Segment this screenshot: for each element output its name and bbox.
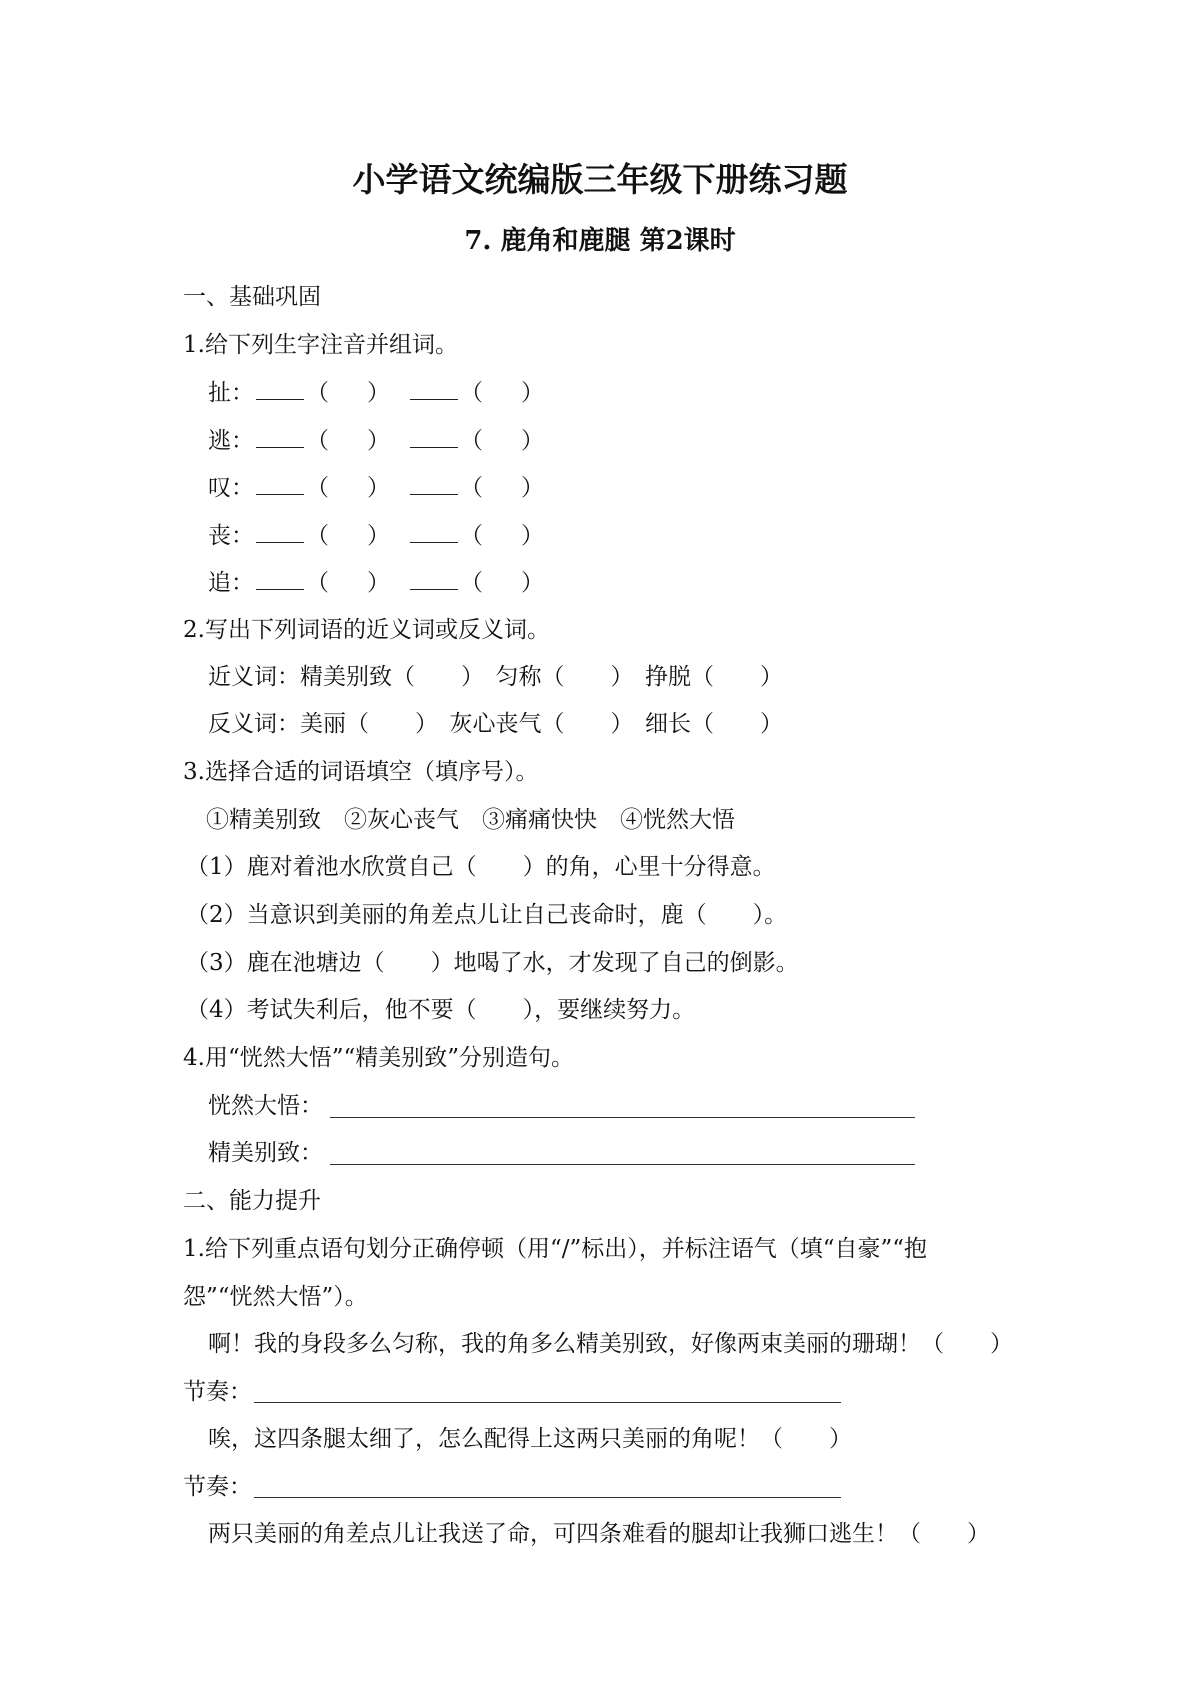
left-paren: （ bbox=[306, 427, 329, 454]
char-label: 丧 bbox=[208, 522, 231, 549]
char-row bbox=[208, 567, 544, 598]
right-paren: ） bbox=[367, 522, 390, 549]
right-paren: ） bbox=[367, 475, 390, 501]
char-colon: ： bbox=[231, 475, 254, 501]
right-paren: ） bbox=[367, 380, 390, 406]
char-colon: ： bbox=[231, 380, 254, 406]
page-title: 小学语文统编版三年级下册练习题 bbox=[352, 160, 848, 199]
left-paren: （ bbox=[460, 427, 483, 454]
answer-line bbox=[254, 1497, 841, 1498]
s2-q1-prompt-line2: 怨”“恍然大悟”）。 bbox=[183, 1284, 368, 1310]
right-paren: ） bbox=[521, 570, 544, 596]
left-paren: （ bbox=[460, 475, 483, 501]
char-row bbox=[208, 425, 544, 456]
pinyin-blank bbox=[410, 567, 458, 590]
q3-item: （4）考试失利后，他不要（ ），要继续努力。 bbox=[186, 997, 696, 1023]
char-label: 追 bbox=[208, 570, 231, 596]
s2-sentence-3: 两只美丽的角差点儿让我送了命，可四条难看的腿却让我狮口逃生！（ ） bbox=[208, 1521, 990, 1547]
char-label: 扯 bbox=[208, 380, 231, 406]
q2-antonym-line: 反义词：美丽（ ） 灰心丧气（ ） 细长（ ） bbox=[208, 711, 783, 737]
q3-options: ①精美别致 ②灰心丧气 ③痛痛快快 ④恍然大悟 bbox=[206, 807, 735, 833]
right-paren: ） bbox=[521, 380, 544, 406]
q3-item: （3）鹿在池塘边（ ）地喝了水，才发现了自己的倒影。 bbox=[186, 950, 799, 976]
rhythm-label: 节奏： bbox=[183, 1379, 252, 1405]
answer-line bbox=[330, 1164, 915, 1165]
q3-item: （2）当意识到美丽的角差点儿让自己丧命时，鹿（ ）。 bbox=[186, 902, 788, 928]
left-paren: （ bbox=[306, 570, 329, 596]
pinyin-blank bbox=[410, 472, 458, 495]
pinyin-blank bbox=[410, 377, 458, 400]
left-paren: （ bbox=[306, 522, 329, 549]
right-paren: ） bbox=[521, 427, 544, 454]
lesson-subtitle: 7. 鹿角和鹿腿 第2课时 bbox=[464, 226, 736, 256]
pinyin-blank bbox=[256, 425, 304, 448]
pinyin-blank bbox=[410, 425, 458, 448]
char-colon: ： bbox=[231, 522, 254, 549]
char-row bbox=[208, 520, 544, 551]
right-paren: ） bbox=[367, 427, 390, 454]
q2-prompt: 2.写出下列词语的近义词或反义词。 bbox=[183, 617, 550, 643]
right-paren: ） bbox=[521, 522, 544, 549]
q4-label-1: 恍然大悟： bbox=[208, 1093, 323, 1119]
char-row bbox=[208, 472, 544, 503]
section2-heading: 二、能力提升 bbox=[183, 1188, 321, 1214]
left-paren: （ bbox=[306, 475, 329, 501]
left-paren: （ bbox=[306, 380, 329, 406]
right-paren: ） bbox=[367, 570, 390, 596]
pinyin-blank bbox=[256, 520, 304, 543]
answer-line bbox=[254, 1402, 841, 1403]
s2-sentence-2: 唉，这四条腿太细了，怎么配得上这两只美丽的角呢！（ ） bbox=[208, 1426, 852, 1452]
pinyin-blank bbox=[256, 567, 304, 590]
left-paren: （ bbox=[460, 380, 483, 406]
q4-label-2: 精美别致： bbox=[208, 1140, 323, 1166]
q4-prompt: 4.用“恍然大悟”“精美别致”分别造句。 bbox=[183, 1045, 574, 1071]
left-paren: （ bbox=[460, 522, 483, 549]
char-label: 叹 bbox=[208, 475, 231, 501]
q2-synonym-line: 近义词：精美别致（ ） 匀称（ ） 挣脱（ ） bbox=[208, 664, 783, 690]
q3-prompt: 3.选择合适的词语填空（填序号）。 bbox=[183, 759, 539, 785]
pinyin-blank bbox=[256, 377, 304, 400]
s2-sentence-1: 啊！我的身段多么匀称，我的角多么精美别致，好像两束美丽的珊瑚！（ ） bbox=[208, 1331, 1013, 1357]
char-row bbox=[208, 377, 544, 408]
q1-prompt: 1.给下列生字注音并组词。 bbox=[183, 332, 458, 358]
char-colon: ： bbox=[231, 570, 254, 596]
pinyin-blank bbox=[410, 520, 458, 543]
char-colon: ： bbox=[231, 427, 254, 454]
section1-heading: 一、基础巩固 bbox=[183, 284, 321, 310]
left-paren: （ bbox=[460, 570, 483, 596]
answer-line bbox=[330, 1117, 915, 1118]
pinyin-blank bbox=[256, 472, 304, 495]
s2-q1-prompt-line1: 1.给下列重点语句划分正确停顿（用“/”标出），并标注语气（填“自豪”“抱 bbox=[183, 1236, 927, 1262]
q3-item: （1）鹿对着池水欣赏自己（ ）的角，心里十分得意。 bbox=[186, 854, 776, 880]
right-paren: ） bbox=[521, 475, 544, 501]
char-label: 逃 bbox=[208, 427, 231, 454]
rhythm-label: 节奏： bbox=[183, 1474, 252, 1500]
